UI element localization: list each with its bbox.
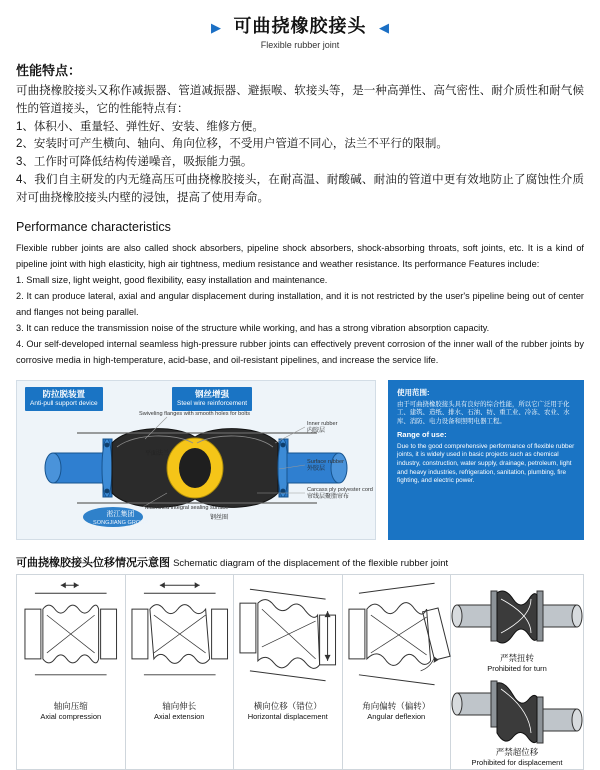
displacement-caption: 轴向伸长 Axial extension — [154, 701, 205, 722]
axial-compression-diagram — [17, 575, 125, 695]
tag-anti-pull: 防拉脱装置 Anti-pull support device — [25, 387, 103, 411]
chinese-item: 2、安装时可产生横向、轴向、角向位移，不受用户管道不同心，法兰不平行的限制。 — [16, 138, 448, 151]
callout-flat-flange: 平面法兰 — [145, 451, 170, 458]
prohibited-turn-diagram — [451, 575, 583, 655]
displacement-cell-axial-extension — [126, 575, 235, 769]
displacement-cell-horizontal — [234, 575, 343, 769]
product-illustration — [16, 380, 376, 540]
chinese-intro: 可曲挠橡胶接头又称作减振器、管道减振器、避振喉、软接头等，是一种高弹性、高气密性、耐介质性和耐气候性的管道接头，它的性能特点有： — [16, 85, 584, 115]
callout-swivel-flanges: Swiveling flanges with smooth holes for bolts — [139, 411, 250, 418]
axial-extension-diagram — [126, 575, 234, 695]
callout-sealing-surface: Machined integral sealing surface — [145, 505, 229, 512]
displacement-cell-axial-compression — [17, 575, 126, 769]
chinese-item: 4、我们自主研发的内无缝高压可曲挠橡胶接头，在耐高温、耐酸碱、耐油的管道中更有效地防止了腐蚀性介质对可曲挠橡胶接头内壁的浸蚀，提高了使用寿命。 — [16, 174, 584, 204]
usage-body-cn: 由于可曲挠橡胶接头具有良好的综合性能，所以它广泛用于化工、建筑、造纸、排水、石油、纺、重工业、冷冻、农业、水库、消防、电力设备和照明电器工程。 — [397, 400, 570, 425]
triangle-right-icon: ◀ — [378, 19, 389, 35]
product-figure-section — [16, 380, 584, 540]
displacement-title-cn: 可曲挠橡胶接头位移情况示意图 — [16, 557, 170, 570]
displacement-cell-angular — [343, 575, 452, 769]
chinese-item: 1、体积小、重量轻、弹性好、安装、维修方便。 — [16, 120, 264, 133]
english-heading: Performance characteristics — [16, 219, 171, 234]
english-body — [16, 240, 584, 369]
chinese-heading: 性能特点： — [16, 63, 82, 78]
prohibition-caption-turn: 严禁扭转 Prohibited for turn — [487, 653, 547, 674]
usage-heading-cn: 使用范围: — [397, 388, 430, 398]
displacement-caption: 轴向压缩 Axial compression — [40, 701, 102, 722]
english-item: 3. It can reduce the transmission noise of the structure while working, and has a strong vibration absorption capacity. — [16, 323, 490, 334]
callout-surface-rubber: Surface rubber 外胶层 — [307, 459, 345, 473]
tag-steel-wire: 钢丝增强 Steel wire reinforcement — [172, 387, 252, 411]
usage-body-en: Due to the good comprehensive performance of flexible rubber joints, it is widely used in basic projects such as chemical industry, construction, water supply, drainage, petroleum, light and heavy industries, refrigeration, sanitation, plumbing, fire fighting, and electric power. — [397, 442, 575, 485]
title-sub-text: Flexible rubber joint — [260, 40, 340, 50]
horizontal-displacement-diagram — [234, 575, 342, 695]
chinese-body — [16, 83, 584, 208]
english-item: 1. Small size, light weight, good flexibility, easy installation and maintenance. — [16, 274, 328, 285]
english-item: 4. Our self-developed internal seamless high-pressure rubber joints can effectively prevent corrosion of the inner wall of the rubber joints by corrosive media in high-temperature, acid-base, and oil-resistant pipelines, and increase the service life. — [16, 339, 584, 366]
chinese-item: 3、工作时可降低结构传递噪音，吸振能力强。 — [16, 156, 253, 169]
displacement-title-en: Schematic diagram of the displacement of the flexible rubber joint — [173, 558, 449, 570]
usage-heading-en: Range of use: — [397, 430, 447, 440]
displacement-cell-prohibitions — [451, 575, 583, 769]
displacement-caption: 角向偏转（偏转） Angular deflexion — [362, 701, 431, 722]
angular-deflexion-diagram — [343, 575, 451, 695]
prohibited-displacement-diagram — [451, 679, 583, 749]
usage-range-panel — [388, 380, 584, 540]
callout-steel-ring: 钢丝圈 — [210, 515, 229, 522]
callout-carcass-ply: Carcass ply polyester cord 帘线层聚脂帘布 — [307, 487, 373, 501]
triangle-left-icon: ▶ — [211, 19, 222, 35]
title-main-text: 可曲挠橡胶接头 — [233, 16, 367, 36]
displacement-caption: 横向位移（错位） Horizontal displacement — [247, 701, 328, 722]
english-item: 2. It can produce lateral, axial and angular displacement during installation, and it is not restricted by the user's pipeline being out of center and flanges not being parallel. — [16, 290, 584, 318]
brand-watermark: 淞江集团 SONGJIANG GROUP — [93, 511, 149, 526]
page-title — [0, 0, 600, 50]
displacement-grid — [16, 574, 584, 770]
prohibition-caption-displacement: 严禁超位移 Prohibited for displacement — [471, 747, 563, 768]
displacement-title — [16, 554, 584, 570]
english-intro: Flexible rubber joints are also called shock absorbers, pipeline shock absorbers, shock-absorbing throats, soft joints, etc. It is a kind of pipeline joint with high elasticity, high air tightness, medium resistance and weather resistance. Its performance Features include: — [16, 242, 584, 269]
callout-inner-rubber: Inner rubber 内胶层 — [307, 421, 338, 435]
